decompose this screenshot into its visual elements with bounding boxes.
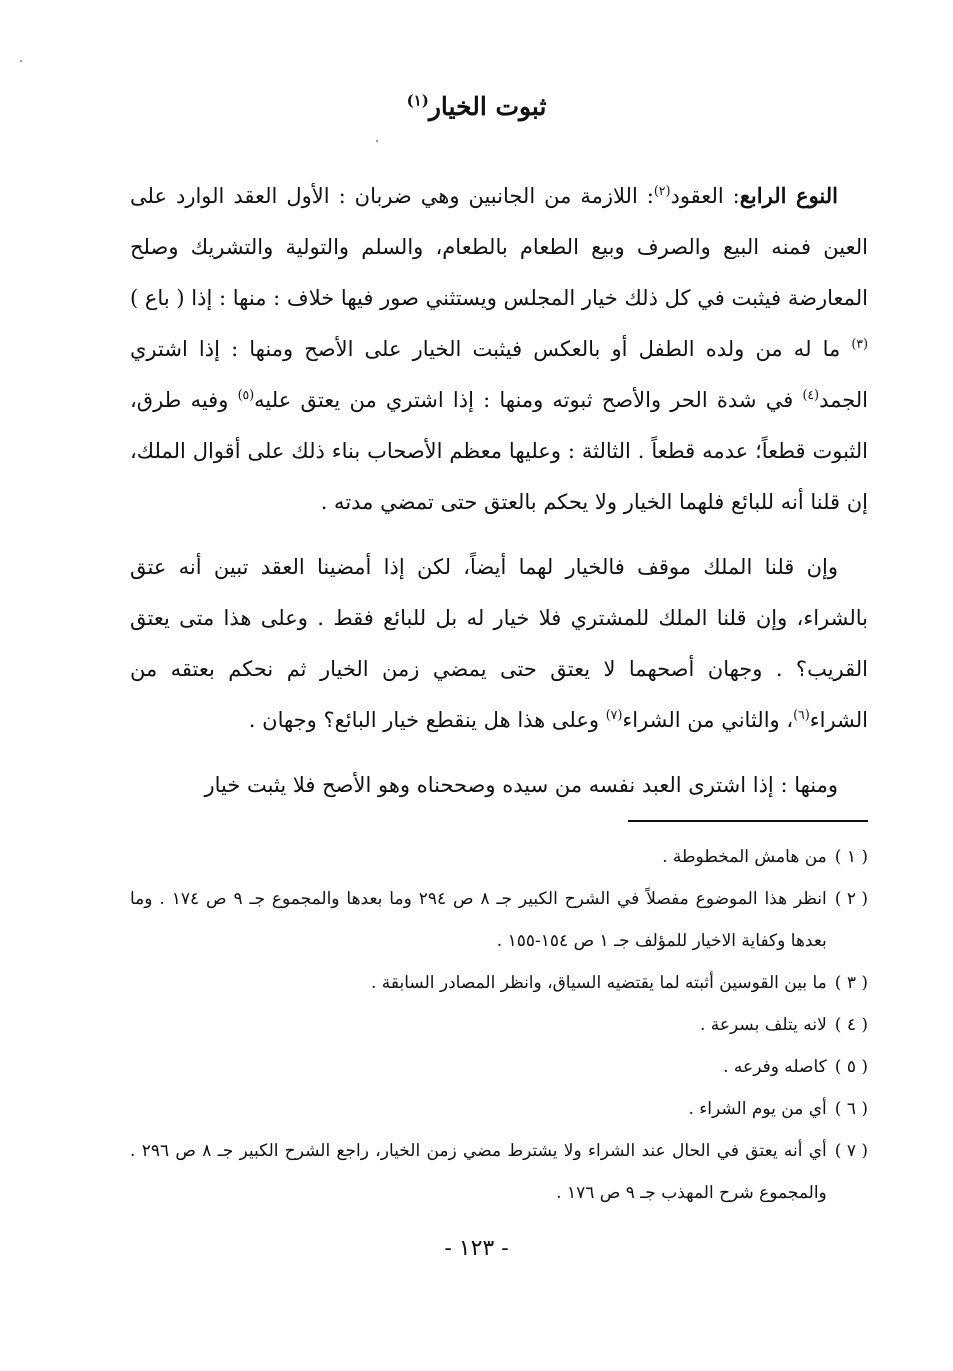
footnote-ref: (٤) [802,387,820,402]
paragraph-3 [130,760,868,811]
footnote-number: ( ٦ ) [834,1099,868,1119]
footnote-number: ( ٤ ) [834,1015,868,1035]
footnote-ref: (٥) [237,387,255,402]
footnote-text: أي أنه يعتق في الحال عند الشراء ولا يشترط مضي زمن الخيار، راجع الشرح الكبير جـ ٨ ص ٢٩٦ . والمجموع شرح المهذب جـ ٩ ص ١٧٦ . [130,1141,827,1203]
footnote-number: ( ٧ ) [834,1141,868,1161]
title-footnote-ref: (١) [406,91,429,110]
text-segment: وفيه طرق، الثبوت قطعاً؛ عدمه قطعاً . الثالثة : وعليها معظم الأصحاب بناء ذلك على أقوال الملك، إن قلنا أنه للبائع فلهما الخيار ولا يحكم بالعتق حتى تمضي مدته . [130,388,868,514]
text-segment: في شدة الحر والأصح ثبوته ومنها : إذا اشتري من يعتق عليه [254,388,803,412]
footnote-item [130,1088,868,1130]
text-segment: ومنها : إذا اشترى العبد نفسه من سيده وصححناه وهو الأصح فلا يثبت خيار [204,773,838,797]
footnote-item [130,962,868,1004]
paragraph-1 [130,170,868,528]
footnote-text: أي من يوم الشراء . [688,1099,827,1119]
main-text [130,170,868,825]
text-segment: وعلى هذا هل ينقطع خيار البائع؟ وجهان . [248,708,606,732]
footnote-text: ما بين القوسين أثبته لما يقتضيه السياق، وانظر المصادر السابقة . [371,973,827,993]
text-segment: : اللازمة من الجانبين وهي ضربان : الأول العقد الوارد على العين فمنه البيع والصرف وبيع الطعام بالطعام، والسلم والتولية والتشريك وصلح المعارضة فيثبت في كل ذلك خيار المجلس ويستثني صور فيها خلاف : منها : إذا ( باع ) [130,184,868,310]
page-number: - ١٢٣ - [444,1236,509,1261]
footnote-ref: (٣) [851,336,868,351]
footnote-item [130,836,868,878]
footnote-separator [628,820,868,822]
paragraph-lead: النوع الرابع [739,183,839,208]
footnote-item [130,1046,868,1088]
footnote-text: من هامش المخطوطة . [662,847,827,867]
title-text: ثبوت الخيار [428,92,547,121]
footnote-number: ( ٣ ) [834,973,868,993]
text-segment: ما له من ولده الطفل أو بالعكس فيثبت الخيار على الأصح ومنها : إذا اشتري الجمد [130,337,869,412]
footnote-item [130,878,868,962]
footnote-text: انظر هذا الموضوع مفصلاً في الشرح الكبير جـ ٨ ص ٢٩٤ وما بعدها والمجموع جـ ٩ ص ١٧٤ . وما بعدها وكفاية الاخيار للمؤلف جـ ١ ص ١٥٤-١٥٥ . [130,889,827,951]
paragraph-2 [130,542,868,746]
footnote-ref: (٦) [793,707,810,722]
footnotes [130,836,868,1214]
scan-speck [376,140,378,142]
page-title [0,92,953,121]
text-segment: : العقود [670,184,740,208]
scan-speck [20,60,22,62]
footnote-ref: (٢) [653,183,671,198]
footnote-item [130,1130,868,1214]
footnote-text: كاصله وفرعه . [723,1057,827,1077]
footnote-text: لانه يتلف بسرعة . [699,1015,827,1035]
footnote-number: ( ٥ ) [834,1057,868,1077]
footnote-number: ( ١ ) [834,847,868,867]
text-segment: ، والثاني من الشراء [622,708,794,732]
footnote-item [130,1004,868,1046]
text-segment: وإن قلنا الملك موقف فالخيار لهما أيضاً، لكن إذا أمضينا العقد تبين أنه عتق بالشراء، وإن قلنا الملك للمشتري فلا خيار له بل للبائع فقط . وعلى هذا متى يعتق القريب؟ . وجهان أصحهما لا يعتق حتى يمضي زمن الخيار ثم نحكم بعتقه من الشراء [130,555,868,732]
footnote-ref: (٧) [605,707,623,722]
footnote-number: ( ٢ ) [834,889,868,909]
